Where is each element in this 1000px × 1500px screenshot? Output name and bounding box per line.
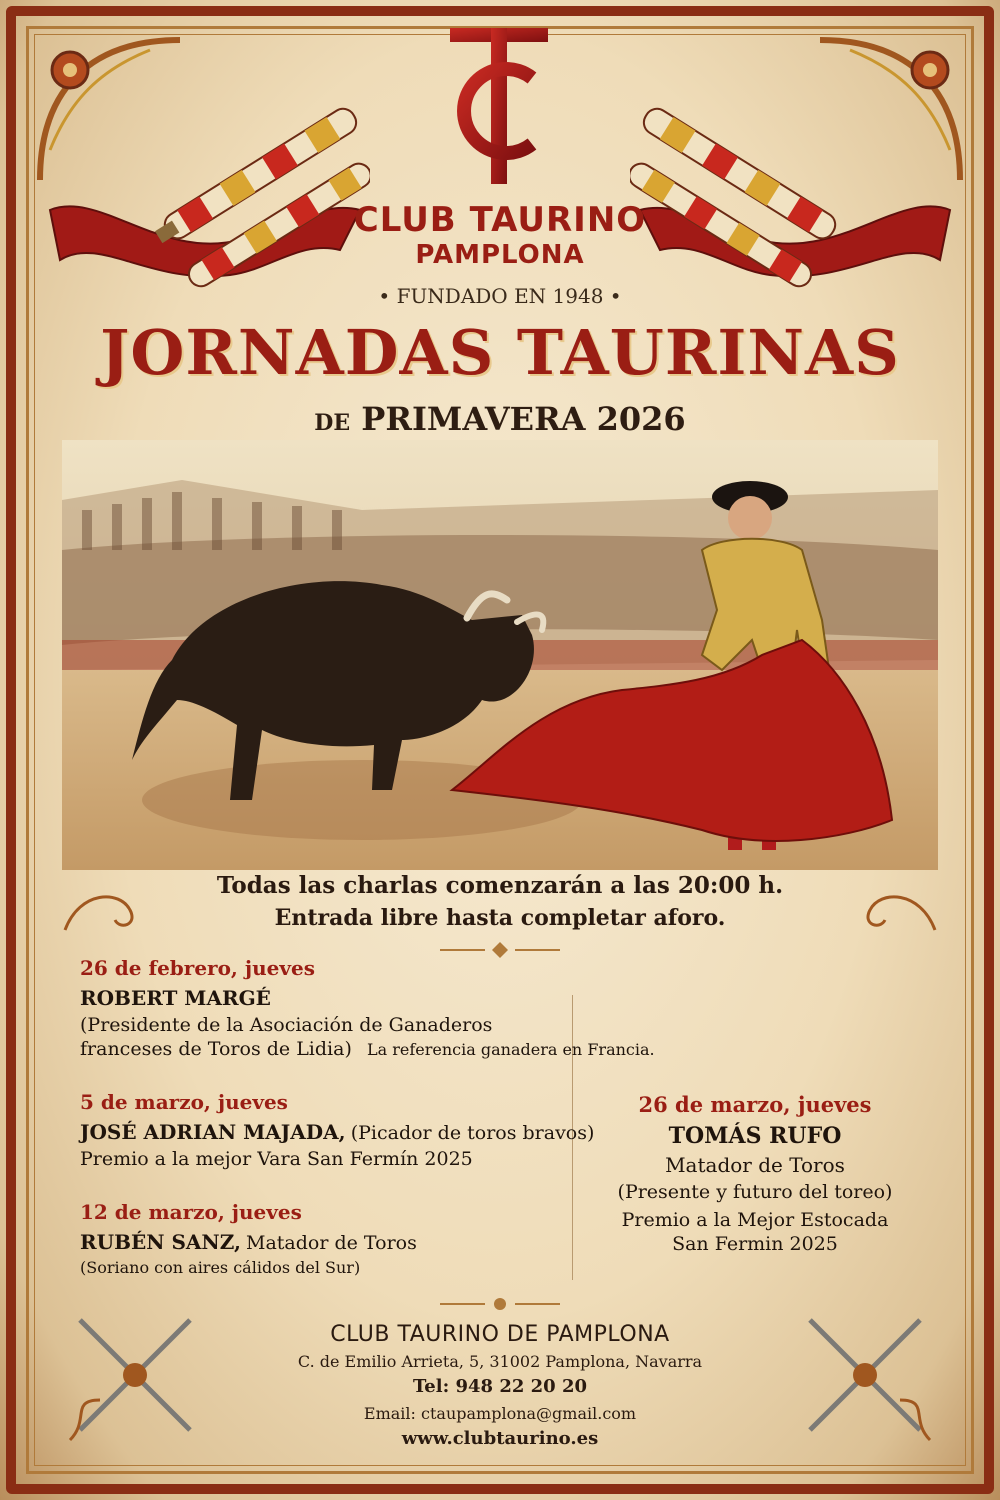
club-tc-logo xyxy=(444,26,554,186)
talk-date: 26 de marzo, jueves xyxy=(638,1092,872,1117)
speaker-award: Premio a la mejor Vara San Fermín 2025 xyxy=(80,1148,473,1170)
club-name: CLUB TAURINO xyxy=(353,200,647,240)
founded-line xyxy=(0,284,1000,308)
subtitle-prefix: DE xyxy=(314,410,351,436)
entry-info-line: Entrada libre hasta completar aforo. xyxy=(274,905,726,931)
event-subtitle: PRIMAVERA 2026 xyxy=(361,400,686,438)
club-city: PAMPLONA xyxy=(415,240,585,270)
bullfight-illustration xyxy=(62,440,938,870)
speaker-desc: (Presidente de la Asociación de Ganaderos xyxy=(80,1014,493,1036)
footer-phone: Tel: 948 22 20 20 xyxy=(412,1376,588,1397)
speaker-desc: franceses de Toros de Lidia) xyxy=(80,1038,352,1060)
speaker-line xyxy=(80,1120,594,1144)
bullet-icon: • xyxy=(603,284,622,308)
speaker-desc: (Presente y futuro del toreo) xyxy=(617,1181,893,1203)
speaker-name: ROBERT MARGÉ xyxy=(80,986,271,1010)
speaker-desc-line2 xyxy=(80,1038,655,1060)
event-title: JORNADAS TAURINAS xyxy=(100,316,900,389)
talk-date: 5 de marzo, jueves xyxy=(80,1090,288,1114)
speaker-role: Matador de Toros xyxy=(665,1153,845,1177)
start-time-line: Todas las charlas comenzarán a las 20:00 h. xyxy=(216,872,784,899)
bullet-icon: • xyxy=(378,284,397,308)
talk-2 xyxy=(80,1090,594,1170)
footer-website[interactable]: www.clubtaurino.es xyxy=(401,1428,599,1449)
founded-text: FUNDADO EN 1948 xyxy=(396,284,604,308)
speaker-name: JOSÉ ADRIAN MAJADA, xyxy=(80,1120,346,1144)
talk-3 xyxy=(80,1200,417,1277)
speaker-role: Matador de Toros xyxy=(246,1232,417,1254)
footer-ornament xyxy=(440,1294,560,1314)
talk-date: 12 de marzo, jueves xyxy=(80,1200,302,1224)
talk-date: 26 de febrero, jueves xyxy=(80,956,315,980)
event-subtitle-line xyxy=(0,400,1000,438)
footer-address: C. de Emilio Arrieta, 5, 31002 Pamplona, Navarra xyxy=(297,1352,703,1371)
email-label: Email: xyxy=(363,1404,416,1423)
footer-club-name: CLUB TAURINO DE PAMPLONA xyxy=(330,1322,670,1347)
speaker-role: (Picador de toros bravos) xyxy=(350,1122,595,1144)
speaker-award-edition: San Fermin 2025 xyxy=(672,1233,838,1255)
email-address[interactable]: ctaupamplona@gmail.com xyxy=(421,1404,637,1423)
talk-1 xyxy=(80,956,655,1060)
speaker-desc: (Soriano con aires cálidos del Sur) xyxy=(80,1258,361,1277)
speaker-line xyxy=(80,1230,417,1254)
speaker-name: RUBÉN SANZ, xyxy=(80,1230,241,1254)
footer-email-line xyxy=(0,1404,1000,1423)
talk-4 xyxy=(590,1092,920,1255)
speaker-name: TOMÁS RUFO xyxy=(668,1123,842,1149)
speaker-note: La referencia ganadera en Francia. xyxy=(366,1040,655,1059)
speaker-award: Premio a la Mejor Estocada xyxy=(621,1209,889,1231)
